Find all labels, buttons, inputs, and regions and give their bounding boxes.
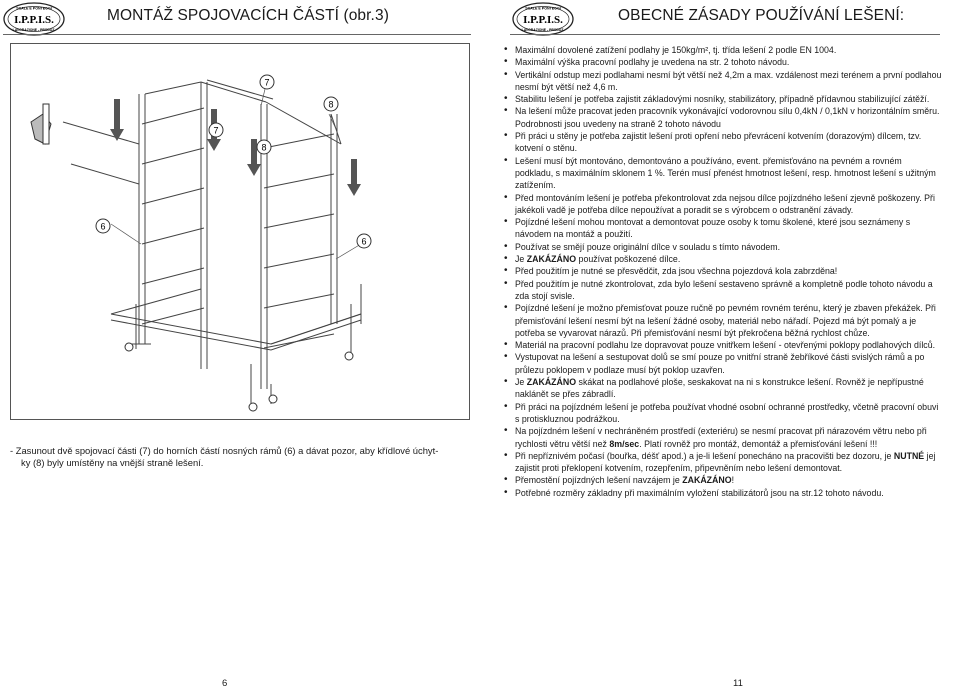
caption-line-1: - Zasunout dvě spojovací části (7) do horních částí nosných rámů (6) a dávat pozor, aby křídlové úchyt- (10, 445, 439, 456)
list-item: • Maximální dovolené zatížení podlahy je 150kg/m², tj. třída lešení 2 podle EN 1004. (502, 44, 942, 56)
list-item: • Před použitím je nutné se přesvědčit, zda jsou všechna pojezdová kola zabrzděna! (502, 265, 942, 277)
svg-text:6: 6 (361, 236, 367, 247)
list-item: • Při práci u stěny je potřeba zajistit lešení proti opření nebo převrácení kotvením (dorazovým) dílcem, tzv. kotvení o stěnu. (502, 130, 942, 155)
label-6-left (96, 219, 110, 233)
list-item: • Před montováním lešení je potřeba překontrolovat zda nejsou dílce pojízdného lešení zjevně poškozeny. Při jakékoli vadě je potřeba dílce nepoužívat a poradit se s výrobcem o odstranění závady. (502, 192, 942, 217)
page-number: 11 (733, 678, 743, 689)
label-8-right (324, 97, 338, 111)
logo-top-text: SCALE E PONTEGGI (525, 6, 561, 11)
page-title: OBECNÉ ZÁSADY POUŽÍVÁNÍ LEŠENÍ: (618, 7, 905, 24)
list-item: • Pojízdné lešení je možno přemisťovat pouze ručně po pevném rovném terénu, který je zbaven překážek. Při přemisťování lešení nesmí být na lešení žádné osoby, materiál nebo nářadí. Pojezd má být pomalý a je potřeba se vyvarovat nárazů. Při přemisťování nesmí být překročena běžná rychlost chůze. (502, 302, 942, 339)
assembly-caption (10, 445, 465, 470)
svg-text:8: 8 (261, 142, 267, 153)
list-item: • Je ZAKÁZÁNO používat poškozené dílce. (502, 253, 942, 265)
logo-bottom-text: LAVORAZIONE - PRODUZ. (521, 28, 565, 32)
list-item: • Přemostění pojízdných lešení navzájem je ZAKÁZÁNO! (502, 474, 942, 486)
logo-bottom-text: LAVORAZIONE - PRODUZ. (12, 28, 56, 32)
list-item: • Lešení musí být montováno, demontováno a používáno, event. přemisťováno na pevném a rovném podkladu, s maximálním sklonem 1 %. Terén musí přenést hmotnost lešení, resp. hmotnost lešení s užitným zatížením. (502, 155, 942, 192)
caption-line-2: ky (8) byly umístěny na vnější straně lešení. (21, 457, 204, 469)
list-item: • Vystupovat na lešení a sestupovat dolů se smí pouze po vnitřní straně žebříkové části svislých rámů a po průlezu poklopem v podlaze musí být poklop uzavřen. (502, 351, 942, 376)
list-item: • Je ZAKÁZÁNO skákat na podlahové ploše, seskakovat na ni s konstrukce lešení. Rovněž je nepřípustné naklánět se přes zábradlí. (502, 376, 942, 401)
logo-main-text: I.P.P.I.S. (14, 14, 54, 26)
list-item: • Na lešení může pracovat jeden pracovník vykonávající vodorovnou sílu 0,4kN / 0,1kN v horizontálním směru. Podrobnosti jsou uvedeny na straně 2 tohoto návodu (502, 105, 942, 130)
scaffold-assembly-figure (10, 43, 470, 420)
label-7-top (260, 75, 274, 89)
forbidden-emphasis: ZAKÁZÁNO (526, 254, 577, 265)
list-item: • Před použitím je nutné zkontrolovat, zda bylo lešení sestaveno správně a kompletně podle tohoto návodu a zda stojí svisle. (502, 278, 942, 303)
forbidden-emphasis: ZAKÁZÁNO (682, 475, 732, 486)
right-page (480, 0, 960, 691)
list-item: • Stabilitu lešení je potřeba zajistit základovými nosníky, stabilizátory, případně přídavnou stabilizující zátěží. (502, 93, 942, 105)
list-item: • Vertikální odstup mezi podlahami nesmí být větší než 4,2m a max. vzdálenost mezi terénem a první podlahou nesmí být větší než 4,6 m. (502, 69, 942, 94)
list-item: • Používat se smějí pouze originální dílce v souladu s tímto návodem. (502, 241, 942, 253)
label-6-right (357, 234, 371, 248)
list-item: • Materiál na pracovní podlahu lze dopravovat pouze vnitřkem lešení - otevřenými poklopy podlahových dílců. (502, 339, 942, 351)
label-7-left (209, 123, 223, 137)
page-number: 6 (222, 678, 228, 689)
svg-text:6: 6 (100, 221, 106, 232)
logo-top-text: SCALE E PONTEGGI (16, 6, 52, 11)
forbidden-emphasis: ZAKÁZÁNO (526, 377, 577, 388)
header-divider (3, 34, 471, 35)
svg-text:7: 7 (213, 125, 219, 136)
list-item: • Potřebné rozměry základny při maximálním vyložení stabilizátorů jsou na str.12 tohoto návodu. (502, 487, 942, 499)
list-item: • Maximální výška pracovní podlahy je uvedena na str. 2 tohoto návodu. (502, 56, 942, 68)
svg-text:7: 7 (264, 77, 270, 88)
list-item: • Na pojízdném lešení v nechráněném prostředí (exteriéru) se nesmí pracovat při nárazovém větru nebo při rychlosti větru větší než 8m/sec. Platí rovněž pro montáž, demontáž a přemisťování lešení !!! (502, 425, 942, 450)
svg-text:8: 8 (328, 99, 334, 110)
ippis-logo (3, 2, 65, 36)
header-divider (510, 34, 940, 35)
label-8-center (257, 140, 271, 154)
list-item: • Při nepříznivém počasí (bouřka, déšť apod.) a je-li lešení ponecháno na pracovišti bez dozoru, je NUTNÉ jej zajistit proti překlopení kotvením, rozepřením, připevněním nebo lešení demontovat. (502, 450, 942, 475)
list-item: • Pojízdné lešení mohou montovat a demontovat pouze osoby k tomu školené, které jsou seznámeny s návodem na montáž a použití. (502, 216, 942, 241)
wind-speed-emphasis: 8m/sec (609, 438, 640, 449)
list-item: • Při práci na pojízdném lešení je potřeba používat vhodné osobní ochranné prostředky, včetně pracovní obuvi s protiskluznou podrážkou. (502, 401, 942, 426)
usage-rules-list (502, 44, 942, 499)
required-emphasis: NUTNÉ (893, 450, 925, 461)
ippis-logo (512, 2, 574, 36)
logo-main-text: I.P.P.I.S. (523, 14, 563, 26)
page-title: MONTÁŽ SPOJOVACÍCH ČÁSTÍ (obr.3) (107, 7, 389, 24)
